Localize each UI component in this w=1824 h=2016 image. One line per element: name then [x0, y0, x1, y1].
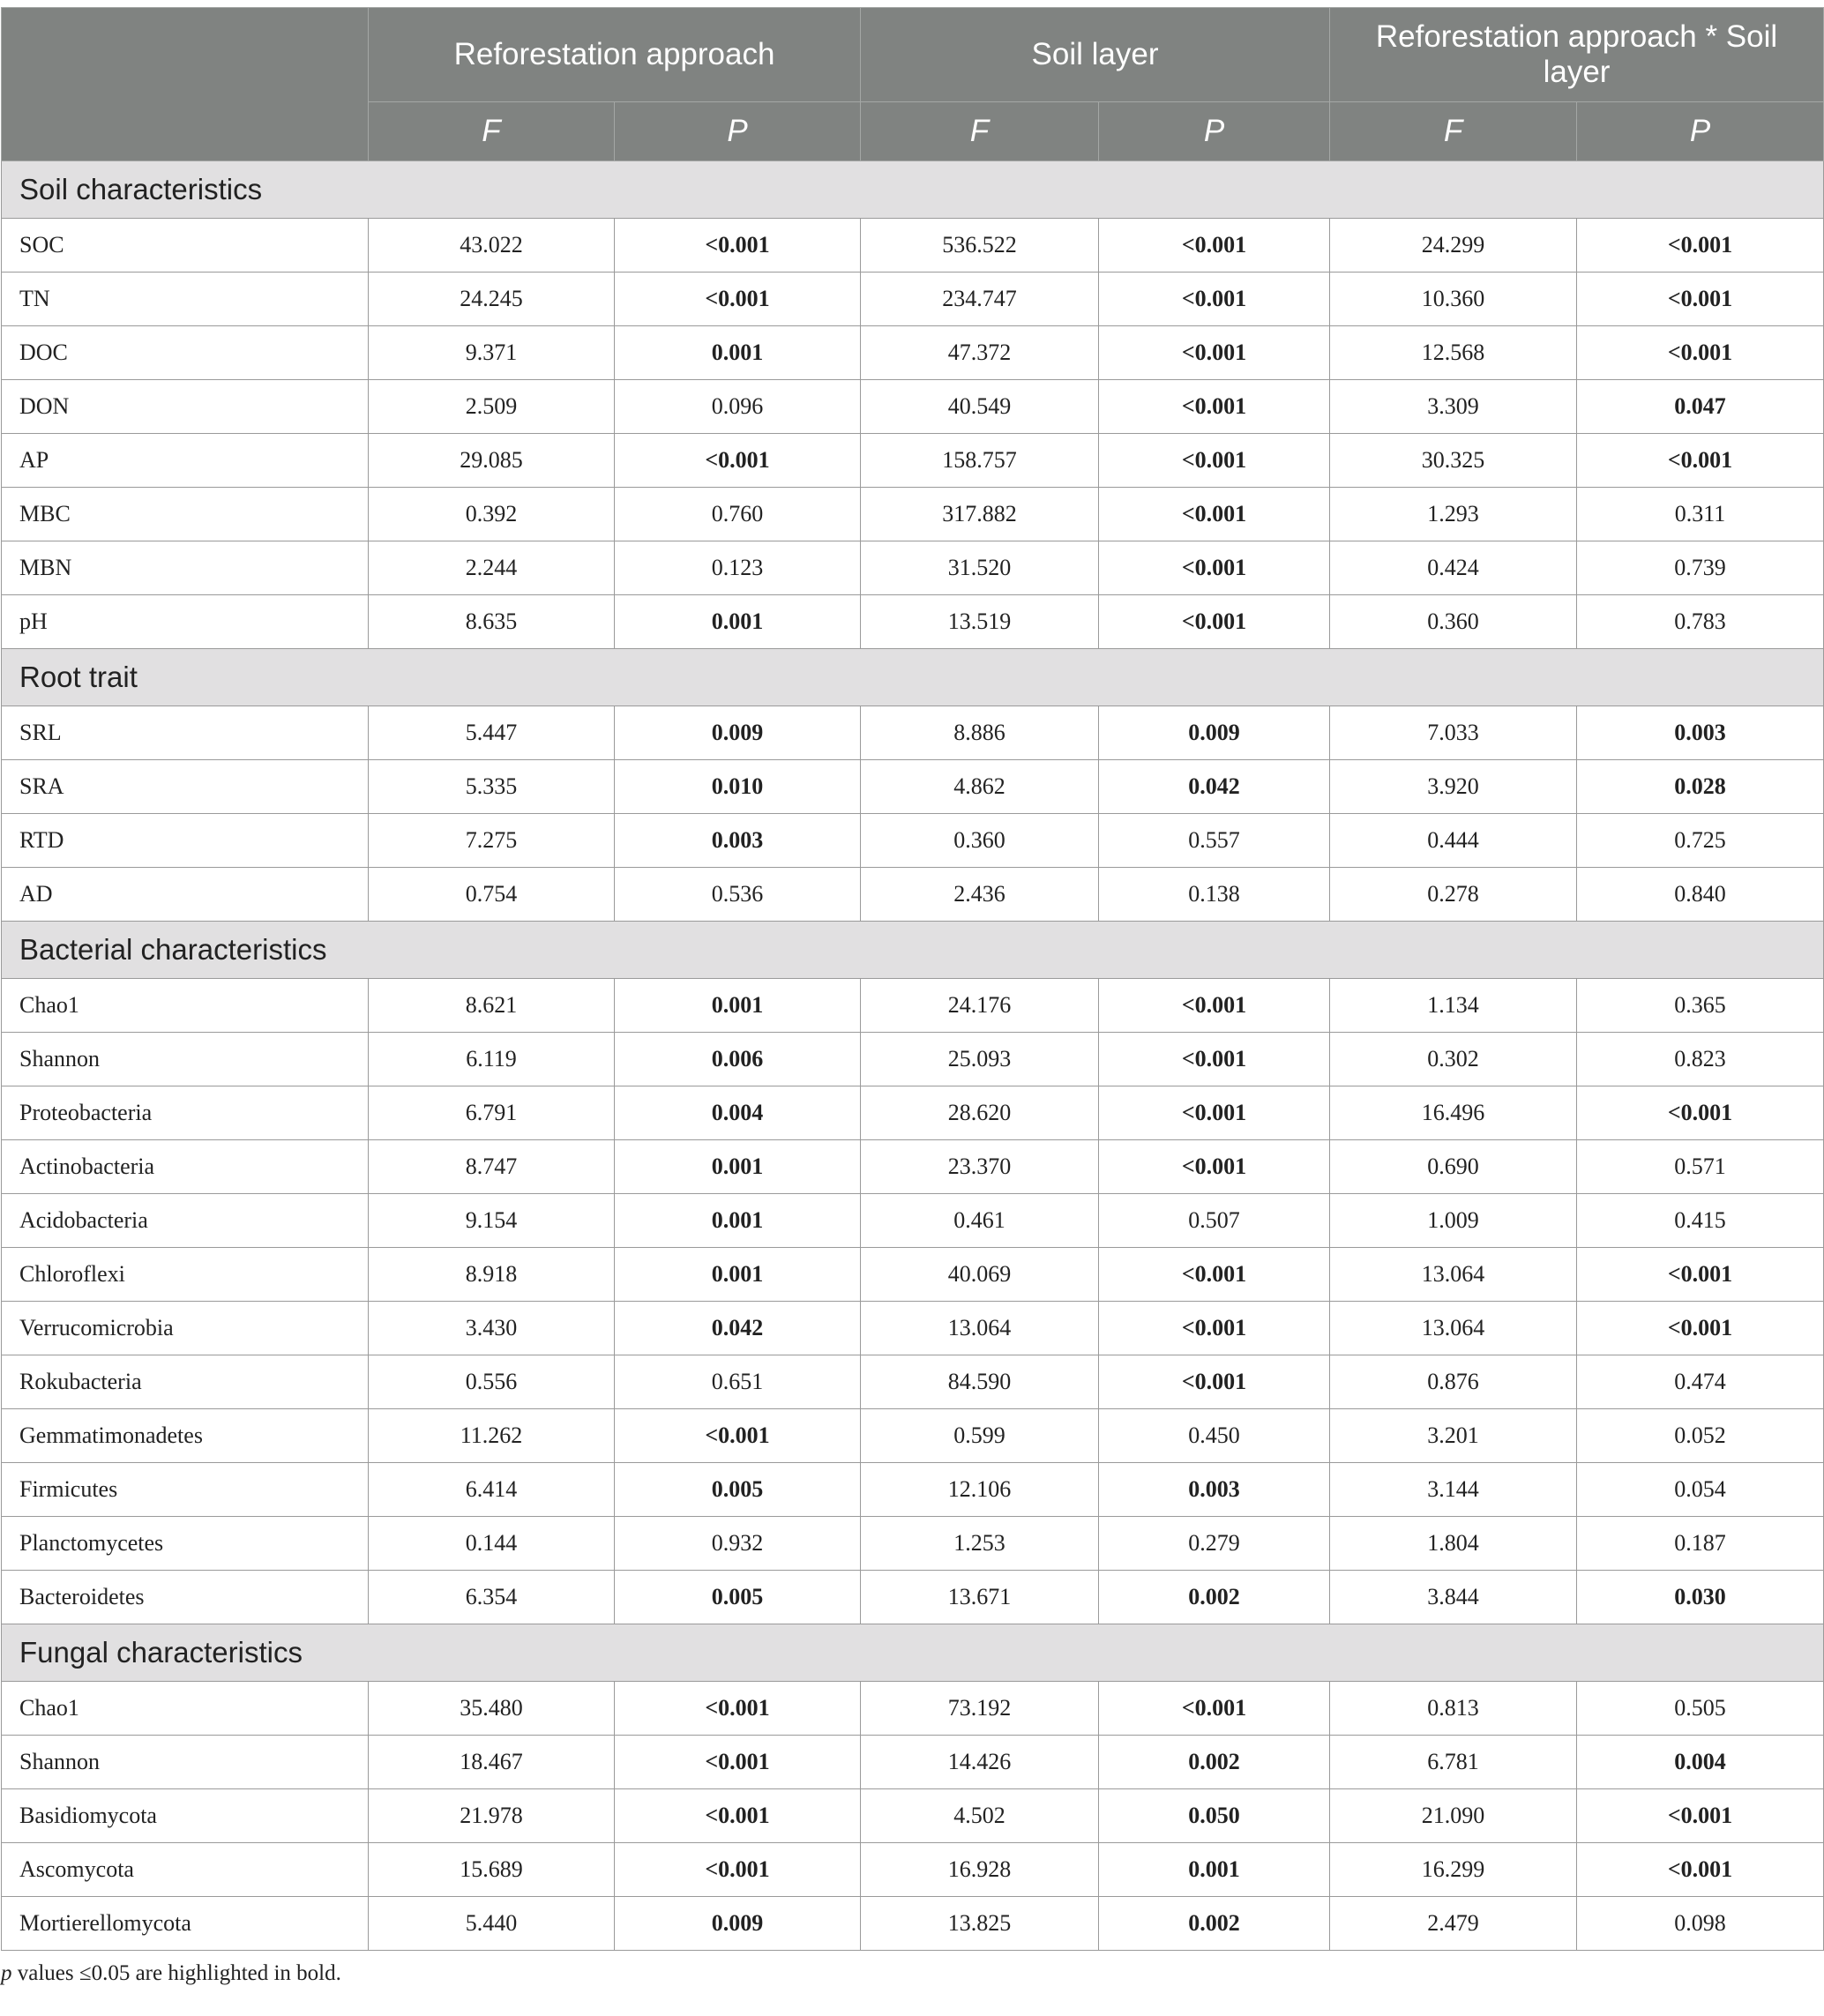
row-label: Mortierellomycota: [2, 1897, 369, 1951]
table-row: [2, 1682, 1824, 1736]
cell-p-value: 0.123: [615, 541, 861, 595]
cell-p-value: 0.005: [615, 1463, 861, 1517]
cell-f-value: 15.689: [369, 1843, 615, 1897]
cell-f-value: 0.754: [369, 868, 615, 922]
cell-p-value: <0.001: [1099, 273, 1330, 326]
cell-p-value: 0.001: [615, 979, 861, 1033]
cell-f-value: 40.549: [861, 380, 1099, 434]
cell-f-value: 13.519: [861, 595, 1099, 649]
table-row: [2, 273, 1824, 326]
table-row: [2, 1789, 1824, 1843]
row-label: MBN: [2, 541, 369, 595]
cell-p-value: <0.001: [1099, 380, 1330, 434]
cell-f-value: 6.414: [369, 1463, 615, 1517]
cell-p-value: 0.009: [615, 1897, 861, 1951]
cell-p-value: 0.047: [1577, 380, 1824, 434]
cell-p-value: 0.279: [1099, 1517, 1330, 1571]
row-label: Chao1: [2, 1682, 369, 1736]
cell-p-value: 0.505: [1577, 1682, 1824, 1736]
cell-f-value: 7.275: [369, 814, 615, 868]
row-label: Basidiomycota: [2, 1789, 369, 1843]
row-label: SRA: [2, 760, 369, 814]
cell-f-value: 0.556: [369, 1355, 615, 1409]
table-header: [2, 8, 1824, 161]
cell-p-value: 0.474: [1577, 1355, 1824, 1409]
cell-f-value: 1.804: [1330, 1517, 1577, 1571]
cell-f-value: 0.599: [861, 1409, 1099, 1463]
cell-f-value: 11.262: [369, 1409, 615, 1463]
cell-f-value: 4.502: [861, 1789, 1099, 1843]
cell-f-value: 1.253: [861, 1517, 1099, 1571]
table-row: [2, 1843, 1824, 1897]
cell-f-value: 0.278: [1330, 868, 1577, 922]
cell-f-value: 3.201: [1330, 1409, 1577, 1463]
section-title: Soil characteristics: [2, 161, 1824, 219]
cell-f-value: 8.747: [369, 1140, 615, 1194]
cell-p-value: <0.001: [1577, 1302, 1824, 1355]
row-label: SOC: [2, 219, 369, 273]
row-label: Acidobacteria: [2, 1194, 369, 1248]
header-p: P: [615, 102, 861, 161]
table-row: [2, 1463, 1824, 1517]
cell-f-value: 47.372: [861, 326, 1099, 380]
cell-f-value: 6.119: [369, 1033, 615, 1086]
cell-p-value: <0.001: [1577, 1248, 1824, 1302]
cell-p-value: <0.001: [1577, 1086, 1824, 1140]
cell-f-value: 40.069: [861, 1248, 1099, 1302]
table-row: [2, 1302, 1824, 1355]
cell-p-value: 0.002: [1099, 1571, 1330, 1624]
table-row: [2, 979, 1824, 1033]
cell-f-value: 28.620: [861, 1086, 1099, 1140]
cell-f-value: 317.882: [861, 488, 1099, 541]
row-label: TN: [2, 273, 369, 326]
row-label: Actinobacteria: [2, 1140, 369, 1194]
cell-f-value: 0.144: [369, 1517, 615, 1571]
table-row: [2, 1409, 1824, 1463]
cell-p-value: 0.009: [615, 706, 861, 760]
row-label: Bacteroidetes: [2, 1571, 369, 1624]
table-row: [2, 541, 1824, 595]
cell-p-value: <0.001: [1577, 219, 1824, 273]
table-row: [2, 1086, 1824, 1140]
header-interaction: Reforestation approach * Soil layer: [1330, 8, 1824, 102]
cell-f-value: 9.154: [369, 1194, 615, 1248]
cell-p-value: <0.001: [615, 1736, 861, 1789]
table-row: [2, 434, 1824, 488]
cell-p-value: 0.507: [1099, 1194, 1330, 1248]
header-f: F: [369, 102, 615, 161]
cell-p-value: <0.001: [1099, 488, 1330, 541]
cell-p-value: 0.557: [1099, 814, 1330, 868]
section-header-row: [2, 161, 1824, 219]
table-row: [2, 1033, 1824, 1086]
cell-f-value: 13.064: [1330, 1302, 1577, 1355]
section-title: Root trait: [2, 649, 1824, 706]
cell-p-value: 0.001: [615, 1194, 861, 1248]
cell-p-value: <0.001: [1099, 1033, 1330, 1086]
table-row: [2, 760, 1824, 814]
anova-table: [1, 7, 1824, 1951]
cell-f-value: 24.299: [1330, 219, 1577, 273]
row-label: pH: [2, 595, 369, 649]
table-container: [0, 7, 1824, 1986]
cell-p-value: 0.054: [1577, 1463, 1824, 1517]
cell-f-value: 25.093: [861, 1033, 1099, 1086]
table-row: [2, 1517, 1824, 1571]
cell-f-value: 0.461: [861, 1194, 1099, 1248]
cell-f-value: 158.757: [861, 434, 1099, 488]
table-row: [2, 1355, 1824, 1409]
cell-p-value: 0.932: [615, 1517, 861, 1571]
cell-p-value: 0.096: [615, 380, 861, 434]
cell-p-value: <0.001: [1099, 1355, 1330, 1409]
footnote-text: values ≤0.05 are highlighted in bold.: [11, 1961, 341, 1985]
cell-p-value: 0.725: [1577, 814, 1824, 868]
row-label: Verrucomicrobia: [2, 1302, 369, 1355]
cell-f-value: 0.392: [369, 488, 615, 541]
cell-f-value: 13.064: [861, 1302, 1099, 1355]
cell-f-value: 536.522: [861, 219, 1099, 273]
row-label: RTD: [2, 814, 369, 868]
row-label: MBC: [2, 488, 369, 541]
cell-f-value: 3.920: [1330, 760, 1577, 814]
cell-p-value: 0.004: [1577, 1736, 1824, 1789]
cell-f-value: 10.360: [1330, 273, 1577, 326]
cell-f-value: 0.424: [1330, 541, 1577, 595]
header-corner: [2, 8, 369, 161]
row-label: DOC: [2, 326, 369, 380]
cell-f-value: 0.360: [861, 814, 1099, 868]
cell-p-value: 0.823: [1577, 1033, 1824, 1086]
cell-p-value: 0.005: [615, 1571, 861, 1624]
cell-f-value: 23.370: [861, 1140, 1099, 1194]
cell-p-value: 0.009: [1099, 706, 1330, 760]
cell-f-value: 3.844: [1330, 1571, 1577, 1624]
cell-p-value: <0.001: [1099, 595, 1330, 649]
cell-p-value: 0.001: [615, 1248, 861, 1302]
row-label: Rokubacteria: [2, 1355, 369, 1409]
cell-p-value: 0.006: [615, 1033, 861, 1086]
cell-p-value: <0.001: [1577, 434, 1824, 488]
cell-p-value: 0.760: [615, 488, 861, 541]
cell-f-value: 5.335: [369, 760, 615, 814]
cell-p-value: 0.651: [615, 1355, 861, 1409]
header-p: P: [1577, 102, 1824, 161]
table-row: [2, 219, 1824, 273]
cell-p-value: <0.001: [1577, 1789, 1824, 1843]
cell-p-value: 0.187: [1577, 1517, 1824, 1571]
section-header-row: [2, 1624, 1824, 1682]
cell-p-value: 0.311: [1577, 488, 1824, 541]
cell-p-value: 0.010: [615, 760, 861, 814]
cell-f-value: 16.496: [1330, 1086, 1577, 1140]
cell-f-value: 2.479: [1330, 1897, 1577, 1951]
cell-f-value: 16.928: [861, 1843, 1099, 1897]
cell-f-value: 12.106: [861, 1463, 1099, 1517]
cell-f-value: 0.444: [1330, 814, 1577, 868]
cell-f-value: 0.302: [1330, 1033, 1577, 1086]
cell-f-value: 24.245: [369, 273, 615, 326]
cell-p-value: 0.004: [615, 1086, 861, 1140]
cell-p-value: <0.001: [1099, 1302, 1330, 1355]
row-label: Proteobacteria: [2, 1086, 369, 1140]
cell-f-value: 1.134: [1330, 979, 1577, 1033]
header-p: P: [1099, 102, 1330, 161]
cell-p-value: 0.098: [1577, 1897, 1824, 1951]
cell-f-value: 13.064: [1330, 1248, 1577, 1302]
row-label: Gemmatimonadetes: [2, 1409, 369, 1463]
cell-f-value: 0.690: [1330, 1140, 1577, 1194]
cell-f-value: 21.978: [369, 1789, 615, 1843]
row-label: Chao1: [2, 979, 369, 1033]
cell-p-value: <0.001: [1099, 1682, 1330, 1736]
cell-p-value: <0.001: [615, 1682, 861, 1736]
table-row: [2, 595, 1824, 649]
cell-f-value: 13.671: [861, 1571, 1099, 1624]
cell-f-value: 24.176: [861, 979, 1099, 1033]
table-body: [2, 161, 1824, 1951]
cell-f-value: 13.825: [861, 1897, 1099, 1951]
header-f: F: [861, 102, 1099, 161]
cell-f-value: 3.309: [1330, 380, 1577, 434]
cell-f-value: 84.590: [861, 1355, 1099, 1409]
cell-f-value: 6.354: [369, 1571, 615, 1624]
cell-f-value: 1.293: [1330, 488, 1577, 541]
cell-p-value: 0.138: [1099, 868, 1330, 922]
cell-f-value: 234.747: [861, 273, 1099, 326]
header-soil-layer: Soil layer: [861, 8, 1330, 102]
section-header-row: [2, 649, 1824, 706]
cell-p-value: 0.002: [1099, 1897, 1330, 1951]
cell-p-value: <0.001: [615, 219, 861, 273]
cell-p-value: <0.001: [615, 1843, 861, 1897]
cell-p-value: 0.001: [615, 326, 861, 380]
table-row: [2, 1897, 1824, 1951]
cell-p-value: 0.783: [1577, 595, 1824, 649]
footnote-italic: p: [1, 1961, 12, 1985]
cell-f-value: 0.360: [1330, 595, 1577, 649]
cell-p-value: 0.001: [1099, 1843, 1330, 1897]
table-row: [2, 380, 1824, 434]
cell-f-value: 7.033: [1330, 706, 1577, 760]
cell-f-value: 73.192: [861, 1682, 1099, 1736]
cell-f-value: 35.480: [369, 1682, 615, 1736]
cell-f-value: 5.447: [369, 706, 615, 760]
table-row: [2, 326, 1824, 380]
cell-p-value: 0.840: [1577, 868, 1824, 922]
cell-f-value: 29.085: [369, 434, 615, 488]
row-label: Ascomycota: [2, 1843, 369, 1897]
row-label: Shannon: [2, 1736, 369, 1789]
cell-p-value: 0.028: [1577, 760, 1824, 814]
section-title: Bacterial characteristics: [2, 922, 1824, 979]
cell-p-value: 0.536: [615, 868, 861, 922]
cell-p-value: 0.739: [1577, 541, 1824, 595]
cell-p-value: 0.052: [1577, 1409, 1824, 1463]
cell-f-value: 8.621: [369, 979, 615, 1033]
cell-p-value: <0.001: [1099, 979, 1330, 1033]
cell-p-value: 0.030: [1577, 1571, 1824, 1624]
cell-p-value: 0.003: [615, 814, 861, 868]
cell-p-value: <0.001: [1099, 1140, 1330, 1194]
table-row: [2, 814, 1824, 868]
cell-p-value: <0.001: [1099, 1086, 1330, 1140]
table-row: [2, 488, 1824, 541]
cell-f-value: 3.144: [1330, 1463, 1577, 1517]
cell-p-value: <0.001: [615, 273, 861, 326]
cell-f-value: 0.876: [1330, 1355, 1577, 1409]
row-label: SRL: [2, 706, 369, 760]
row-label: Firmicutes: [2, 1463, 369, 1517]
cell-p-value: <0.001: [1577, 326, 1824, 380]
cell-p-value: <0.001: [615, 1789, 861, 1843]
row-label: Planctomycetes: [2, 1517, 369, 1571]
cell-p-value: 0.042: [1099, 760, 1330, 814]
cell-p-value: 0.003: [1099, 1463, 1330, 1517]
cell-f-value: 14.426: [861, 1736, 1099, 1789]
table-row: [2, 1571, 1824, 1624]
row-label: Shannon: [2, 1033, 369, 1086]
section-header-row: [2, 922, 1824, 979]
header-reforestation-approach: Reforestation approach: [369, 8, 861, 102]
cell-p-value: 0.002: [1099, 1736, 1330, 1789]
cell-f-value: 1.009: [1330, 1194, 1577, 1248]
cell-f-value: 18.467: [369, 1736, 615, 1789]
cell-f-value: 8.886: [861, 706, 1099, 760]
cell-f-value: 5.440: [369, 1897, 615, 1951]
cell-f-value: 21.090: [1330, 1789, 1577, 1843]
cell-p-value: <0.001: [1577, 1843, 1824, 1897]
table-row: [2, 1140, 1824, 1194]
cell-p-value: 0.365: [1577, 979, 1824, 1033]
table-row: [2, 706, 1824, 760]
cell-f-value: 2.244: [369, 541, 615, 595]
cell-p-value: <0.001: [1099, 1248, 1330, 1302]
table-row: [2, 1194, 1824, 1248]
cell-p-value: <0.001: [615, 434, 861, 488]
row-label: DON: [2, 380, 369, 434]
cell-f-value: 6.791: [369, 1086, 615, 1140]
cell-p-value: 0.050: [1099, 1789, 1330, 1843]
cell-f-value: 30.325: [1330, 434, 1577, 488]
cell-p-value: <0.001: [1099, 541, 1330, 595]
header-f: F: [1330, 102, 1577, 161]
footnote: [1, 1961, 1824, 1986]
cell-f-value: 4.862: [861, 760, 1099, 814]
row-label: AD: [2, 868, 369, 922]
cell-p-value: 0.415: [1577, 1194, 1824, 1248]
row-label: Chloroflexi: [2, 1248, 369, 1302]
cell-p-value: <0.001: [1099, 434, 1330, 488]
cell-f-value: 2.436: [861, 868, 1099, 922]
cell-f-value: 3.430: [369, 1302, 615, 1355]
table-row: [2, 1736, 1824, 1789]
cell-f-value: 2.509: [369, 380, 615, 434]
table-row: [2, 1248, 1824, 1302]
cell-p-value: <0.001: [615, 1409, 861, 1463]
cell-p-value: 0.001: [615, 1140, 861, 1194]
cell-p-value: 0.001: [615, 595, 861, 649]
section-title: Fungal characteristics: [2, 1624, 1824, 1682]
cell-p-value: <0.001: [1577, 273, 1824, 326]
cell-f-value: 8.635: [369, 595, 615, 649]
cell-f-value: 16.299: [1330, 1843, 1577, 1897]
cell-f-value: 12.568: [1330, 326, 1577, 380]
cell-f-value: 0.813: [1330, 1682, 1577, 1736]
cell-p-value: 0.042: [615, 1302, 861, 1355]
cell-f-value: 8.918: [369, 1248, 615, 1302]
table-row: [2, 868, 1824, 922]
cell-f-value: 43.022: [369, 219, 615, 273]
cell-p-value: <0.001: [1099, 219, 1330, 273]
cell-p-value: 0.571: [1577, 1140, 1824, 1194]
cell-p-value: 0.003: [1577, 706, 1824, 760]
row-label: AP: [2, 434, 369, 488]
cell-f-value: 31.520: [861, 541, 1099, 595]
cell-f-value: 6.781: [1330, 1736, 1577, 1789]
cell-p-value: 0.450: [1099, 1409, 1330, 1463]
cell-f-value: 9.371: [369, 326, 615, 380]
cell-p-value: <0.001: [1099, 326, 1330, 380]
